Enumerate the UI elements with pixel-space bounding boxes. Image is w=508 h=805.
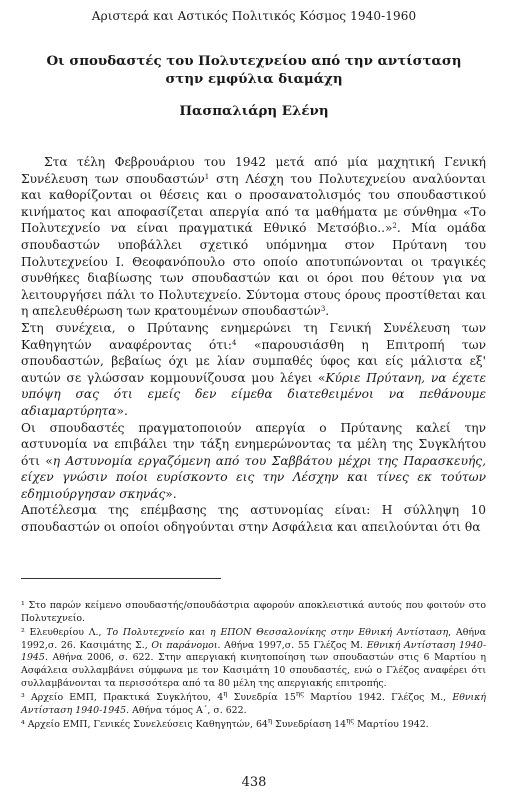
text-span: Μαρτίου 1942. Γλέζος Μ., xyxy=(304,692,453,704)
title-line-1: Οι σπουδαστές του Πολυτεχνείου από την αντίσταση xyxy=(46,53,462,69)
citation-title: Το Πολυτεχνείο και η ΕΠΟΝ Θεσσαλονίκης στην Εθνική Αντίσταση xyxy=(106,627,449,639)
text-span: Συνεδρίαση 14 xyxy=(272,719,347,731)
article-title xyxy=(20,52,488,88)
footnote-ref[interactable]: 1 xyxy=(204,172,210,181)
text-span: Αθήνα 1997,σ. 55 Γλέζος Μ. xyxy=(220,639,367,651)
text-span: . Μία ομάδα σπουδαστών υποβάλλει σχετικό υπόμνημα στον Πρύτανη του Πολυτεχνείου Ι. Θεοφανόπουλο στο οποίο αποτυπώνονται οι τραγικές συνθήκες διαβίωσης των σπουδαστών και οι όροι που θέτουν για να λειτουργήσει πάλι το Πολυτεχνείο. Σύντομα στους όρους προστίθεται και η απελευθέρωση των κρατουμένων σπουδαστών xyxy=(21,221,487,319)
paragraph-2 xyxy=(21,320,486,420)
footnote-ref[interactable]: 3 xyxy=(320,305,326,314)
title-line-2: στην εμφύλια διαμάχη xyxy=(165,71,343,87)
footnote-4 xyxy=(21,719,486,732)
footnote-3 xyxy=(21,692,486,717)
text-span: ». xyxy=(165,486,177,501)
text-span: ³ Αρχείο ΕΜΠ, Πρακτικά Συγκλήτου, 4 xyxy=(21,692,224,704)
footnote-ref[interactable]: 4 xyxy=(232,338,237,347)
footnote-separator xyxy=(21,578,221,579)
author-name: Πασπαλιάρη Ελένη xyxy=(179,103,329,119)
text-span: , Αθήνα 1992,σ. 26. Κασιμάτης Σ., xyxy=(21,627,486,651)
text-span: Οι σπουδαστές πραγματοποιούν απεργία ο Πρύτανης καλεί την αστυνομία να επιβάλει την τάξη ενημερώνοντας τα μέλη της Συγκλήτου ότι « xyxy=(21,420,486,468)
text-span: . xyxy=(325,304,330,319)
citation-title: Εθνική Αντίσταση 1940-1945. xyxy=(21,639,486,664)
citation-title: Εθνική Αντίσταση 1940-1945. xyxy=(21,692,486,716)
quote-italic: η Αστυνομία εργαζόμενη από του Σαββάτου μέχρι της Παρασκευής, είχεν γνώσιν ποίοι ευρίσκοντο εις την Λέσχην και τίνες εκ τούτων εδημιούργησαν σκηνάς xyxy=(21,453,486,501)
page-number: 438 xyxy=(241,775,267,790)
footnotes xyxy=(21,600,486,734)
body-text xyxy=(21,154,486,536)
text-span: Μαρτίου 1942. xyxy=(354,719,429,731)
text-span: Στη συνέχεια, ο Πρύτανης ενημερώνει τη Γενική Συνέλευση των Καθηγητών αναφέροντας ότι: xyxy=(21,320,486,352)
ordinal-suffix: ης xyxy=(295,690,304,699)
text-span: Στα τέλη Φεβρουάριου του 1942 μετά από μία μαχητική Γενική Συνέλευση των σπουδαστών xyxy=(21,155,486,186)
citation-title: Οι παράνομοι. xyxy=(151,639,221,651)
ordinal-suffix: η xyxy=(267,717,273,726)
text-span: Αθήνα 2006, σ. 622. Στην απεργιακή κινητοποίηση των σπουδαστών στις 6 Μαρτίου η Ασφάλεια συλλαμβάνει σύμφωνα με τον Κασιμάτη 10 σπουδαστές, ενώ ο Γλέζος αναφέρει ότι συλλαμβάνονται τα περισσότερα από τα 80 μέλη της απεργιακής επιτροπής. xyxy=(21,652,486,689)
ordinal-suffix: ης xyxy=(346,717,355,726)
paragraph-3 xyxy=(21,420,486,503)
ordinal-suffix: η xyxy=(223,690,228,699)
quote-italic: Κύριε Πρύτανη, να έχετε υπόψη σας ότι εμείς δεν είμεθα διατεθειμένοι να πεθάνουμε αδιαμαρτύρητα xyxy=(21,370,486,418)
running-head: Αριστερά και Αστικός Πολιτικός Κόσμος 1940-1960 xyxy=(91,9,417,23)
text-span: ⁴ Αρχείο ΕΜΠ, Γενικές Συνελεύσεις Καθηγητών, 64 xyxy=(21,719,268,731)
text-span: ² Ελευθερίου Λ., xyxy=(21,627,107,639)
footnote-2 xyxy=(21,627,486,690)
text-span: ». xyxy=(116,403,128,418)
text-span: Αθήνα τόμος Α΄, σ. 622. xyxy=(129,704,247,716)
footnote-ref[interactable]: 2 xyxy=(392,222,397,231)
text-span: «παρουσιάσθη η Επιτροπή των σπουδαστών, βεβαίως όχι με λίαν συμπαθές ύφος και είς μάλιστα εξ' αυτών σε γλώσσαν κομμουνίζουσα μου λέγει « xyxy=(21,337,486,385)
text-span: στη Λέσχη του Πολυτεχνείου αναλύονται και καθορίζονται οι θέσεις και ο προσανατολισμός του σπουδαστικού κινήματος και αποφασίζεται απεργία από τα μαθήματα με σύνθημα «Το Πολυτεχνείο να είναι πραγματικά Εθνικό Μετσόβιο..» xyxy=(21,171,486,236)
paragraph-1 xyxy=(21,154,486,320)
text-span: Συνεδρία 15 xyxy=(227,692,296,704)
paragraph-4: Αποτέλεσμα της επέμβασης της αστυνομίας είναι: Η σύλληψη 10 σπουδαστών οι οποίοι οδηγούνται στην Ασφάλεια και απειλούνται ότι θα xyxy=(21,503,486,535)
footnote-1: ¹ Στο παρών κείμενο σπουδαστής/σπουδάστρια αφορούν αποκλειστικά αυτούς που φοιτούν στο Πολυτεχνείο. xyxy=(21,600,486,624)
